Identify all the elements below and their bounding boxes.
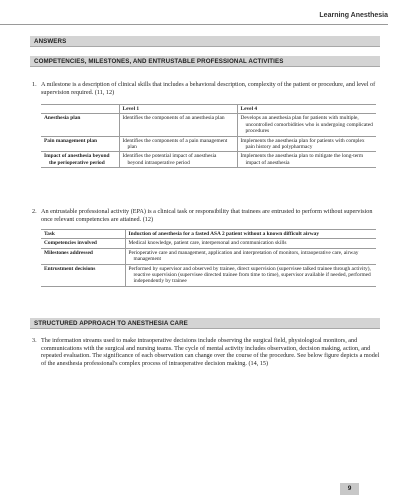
answer-2	[30, 208, 380, 223]
milestone-table-row	[41, 152, 376, 168]
milestone-row-level4: Develops an anesthesia plan for patients with multiple, uncontrolled comorbidities who is undergoing complicated procedures	[240, 115, 373, 135]
answer-2-number: 2.	[32, 208, 37, 215]
epa-row-label: Task	[41, 230, 125, 239]
milestone-table-row	[41, 114, 376, 136]
section-heading-structured: STRUCTURED APPROACH TO ANESTHESIA CARE	[30, 318, 380, 329]
epa-row-label: Entrustment decisions	[41, 264, 125, 286]
milestone-table-header-level4: Level 4	[237, 105, 376, 114]
running-head-rule	[0, 24, 388, 25]
epa-row-value: Medical knowledge, patient care, interpersonal and communication skills	[128, 240, 287, 247]
epa-row-value: Perioperative care and management, application and interpretation of monitors, intraoperative care, airway management	[128, 249, 359, 263]
epa-table-row	[41, 230, 376, 239]
epa-table-row	[41, 239, 376, 248]
milestone-table	[41, 104, 376, 168]
epa-row-label: Milestones addressed	[41, 248, 125, 264]
milestone-table-header-blank	[41, 105, 119, 114]
section-heading-answers: ANSWERS	[30, 36, 380, 47]
milestone-table-row	[41, 136, 376, 152]
running-head-title: Learning Anesthesia	[319, 12, 388, 19]
milestone-row-level1: Identifies the potential impact of anesthesia beyond intraoperative period	[122, 153, 217, 166]
section-heading-competencies: COMPETENCIES, MILESTONES, AND ENTRUSTABLE PROFESSIONAL ACTIVITIES	[30, 56, 380, 67]
epa-row-value: Performed by supervisor and observed by trainee, direct supervision (supervisee talked trainee through activity), reactive supervision (supervisee directed trainee from time to time), supervisor available if needed, performed independently by trainee	[128, 265, 371, 285]
running-head	[0, 10, 400, 28]
milestone-table-header-level1: Level 1	[119, 105, 237, 114]
milestone-table-header-row	[41, 105, 376, 114]
answer-3-number: 3.	[32, 337, 37, 344]
epa-table-row	[41, 264, 376, 286]
epa-row-value: Induction of anesthesia for a fasted ASA 2 patient without a known difficult airway	[125, 230, 376, 239]
milestone-row-level1: Identifies the components of an anesthesia plan	[122, 115, 225, 122]
milestone-row-level1: Identifies the components of a pain management plan	[122, 137, 228, 151]
epa-table-row	[41, 248, 376, 264]
milestone-row-level4: Implements the anesthesia plan to mitigate the long-term impact of anesthesia	[240, 153, 364, 166]
milestone-row-label: Impact of anesthesia beyond the perioperative period	[44, 153, 110, 166]
answer-1-text: A milestone is a description of clinical skills that includes a behavioral description, complexity of the patient or procedure, and level of supervision required. (11, 12)	[41, 81, 376, 96]
answer-3	[30, 337, 380, 367]
answer-3-text: The information streams used to make intraoperative decisions include observing the surgical field, physiological monitors, and communications with the surgical and nursing teams. The cycle of mental activity includes observation, decision making, action, and repeated evaluation. The significance of each observation can change over the course of the procedure. See below figure depicts a model of the anesthesia professional's complex process of intraoperative decision making. (14, 15)	[41, 337, 380, 367]
answer-1	[30, 81, 380, 96]
milestone-row-label: Pain management plan	[41, 136, 119, 152]
milestone-row-level4: Implements the anesthesia plan for patients with complex pain history and polypharmacy	[240, 137, 365, 151]
page-number: 9	[340, 483, 359, 495]
epa-table	[41, 229, 376, 287]
milestone-row-label: Anesthesia plan	[41, 114, 119, 136]
answer-1-number: 1.	[32, 81, 37, 88]
epa-row-label: Competencies involved	[41, 239, 125, 248]
answer-2-text: An entrustable professional activity (EPA) is a clinical task or responsibility that trainees are entrusted to perform without supervision once relevant competencies are attained. (12)	[41, 208, 373, 223]
